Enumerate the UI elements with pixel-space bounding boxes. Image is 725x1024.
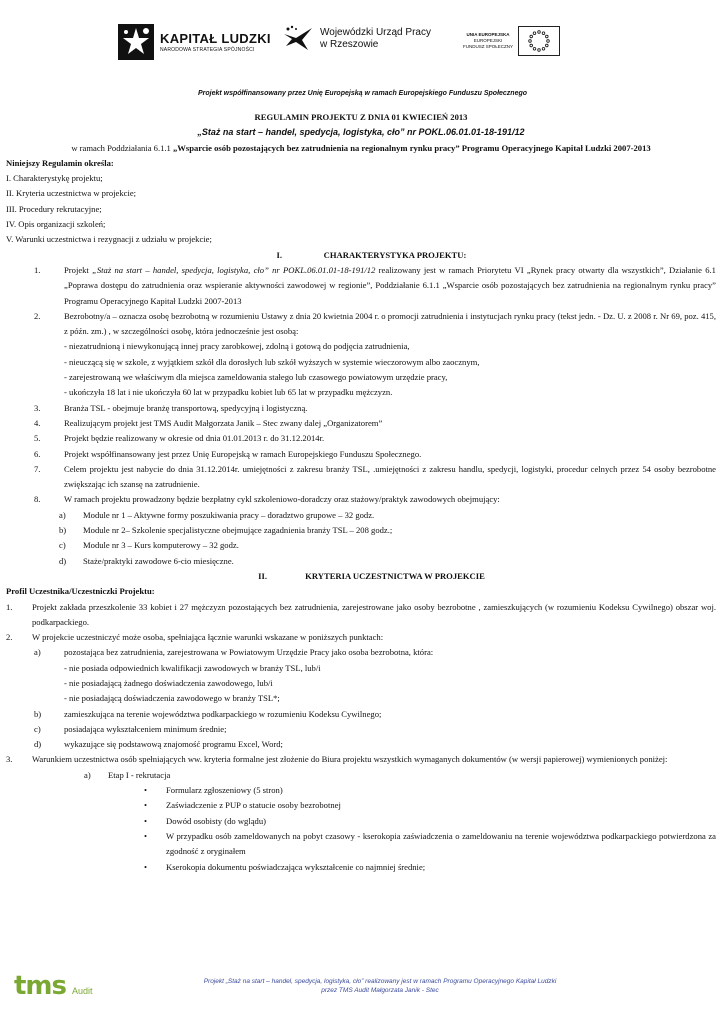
bullet-icon: • — [144, 815, 148, 826]
bullet-text: Formularz zgłoszeniowy (5 stron) — [166, 785, 283, 796]
item-text: Bezrobotny/a – oznacza osobę bezrobotną w rozumieniu Ustawy z dnia 20 kwietnia 2004 r. o promocji zatrudnienia i instytucjach rynku pracy (tekst jedn. - Dz. U. z 2008 r. Nr 69, poz. 415, z późn. zm.) , w szczególności osobę, która jednocześnie jest osobą: — [64, 310, 716, 337]
item-number: 3. — [34, 402, 41, 413]
document-intro — [6, 141, 716, 156]
footer-line1: Projekt „Staż na start – handel, spedycja, logistyka, cło” realizowany jest w ramach Programu Operacyjnego Kapitał Ludzki — [203, 978, 557, 985]
item-number: 1. — [6, 601, 13, 612]
item-number: 1. — [34, 264, 41, 275]
wup-line2: w Rzeszowie — [320, 39, 379, 50]
page-footer — [0, 968, 725, 1020]
section-title: CHARAKTERYSTYKA PROJEKTU: — [323, 249, 467, 260]
dash-item: - zarejestrowaną we właściwym dla miejsca zameldowania stałego lub czasowego powiatowym urzędzie pracy, — [64, 372, 448, 383]
toc-item: V. Warunki uczestnictwa i rezygnacji z udziału w projekcie; — [6, 234, 212, 245]
item-number: 2. — [6, 632, 13, 643]
criteria-item — [6, 707, 716, 722]
module-letter: a) — [59, 509, 66, 520]
wup-bird-icon — [282, 24, 316, 54]
bullet-item — [6, 814, 716, 829]
module-item — [6, 538, 716, 553]
project-name: „Staż na start – handel, spedycja, logistyka, cło” nr POKL.06.01.01-18-191/12 — [92, 264, 376, 275]
stage-text: Etap I - rekrutacja — [108, 769, 171, 780]
item-number: 3. — [6, 754, 13, 765]
module-text: Staże/praktyki zawodowe 6-cio miesięczne. — [83, 555, 234, 566]
item-text: Celem projektu jest nabycie do dnia 31.12.2014r. umiejętności z zakresu branży TSL, .umiejętności z zakresu handlu, spedycji, logistyki, procedur celnych przez 54 osoby bezrobotne zwiększając ich szansę na zatrudnienie. — [64, 463, 716, 490]
bullet-item — [6, 783, 716, 798]
criteria-letter: a) — [34, 647, 41, 658]
section-number: II. — [258, 570, 267, 581]
eu-line1: UNIA EUROPEJSKA — [466, 32, 510, 37]
item-text-start: Projekt — [64, 264, 93, 275]
item-number: 4. — [34, 417, 41, 428]
dash-item: - ukończyła 18 lat i nie ukończyła 60 lat w przypadku kobiet lub 65 lat w przypadku mężczyzn. — [64, 387, 393, 398]
list-item — [6, 600, 716, 631]
item-text-rest: realizowany jest w ramach Priorytetu VI „Rynek pracy otwarty dla wszystkich”, Działanie 6.1 „Poprawa dostępu do zatrudnienia oraz wspieranie aktywności zawodowej w regionie”, Poddziałanie 6.1.1 „Wsparcie osób pozostających bez zatrudnienia na regionalnym rynku pracy” Programu Operacyjnego Kapitał Ludzki 2007-2013 — [64, 264, 716, 306]
item-text: Branża TSL - obejmuje branżę transportową, spedycyjną i logistyczną. — [64, 402, 308, 413]
tms-audit-logo — [12, 970, 102, 1000]
dash-item: - nie posiadającą doświadczenia zawodowego w branży TSL*; — [64, 693, 280, 704]
stage-item — [6, 768, 716, 783]
dash-item: - niezatrudnioną i niewykonującą innej pracy zarobkowej, zdolną i gotową do podjęcia zatrudnienia, — [64, 341, 410, 352]
eu-flag-icon — [518, 26, 560, 56]
criteria-text: pozostająca bez zatrudnienia, zarejestrowana w Powiatowym Urzędzie Pracy jako osoba bezrobotna, która: — [64, 647, 434, 658]
item-number: 7. — [34, 463, 41, 474]
section-heading-2 — [6, 569, 716, 584]
item-text: W projekcie uczestniczyć może osoba, spełniająca łącznie warunki wskazane w poniższych punktach: — [32, 632, 384, 643]
module-item — [6, 508, 716, 523]
eu-line2: EUROPEJSKI — [473, 38, 503, 43]
criteria-text: posiadająca wykształceniem minimum średnie; — [64, 723, 227, 734]
item-number: 6. — [34, 448, 41, 459]
eu-logo — [462, 26, 560, 56]
list-item — [6, 462, 716, 493]
wup-line1: Wojewódzki Urząd Pracy — [320, 27, 431, 38]
criteria-text: wykazujące się podstawową znajomość programu Excel, Word; — [64, 739, 283, 750]
list-item — [6, 401, 716, 416]
stage-letter: a) — [84, 769, 91, 780]
wup-rzeszow-logo — [282, 24, 431, 54]
item-text: W ramach projektu prowadzony będzie bezpłatny cykl szkoleniowo-doradczy oraz stażowy/praktyk zawodowych obejmujący: — [64, 494, 500, 505]
list-item — [6, 630, 716, 645]
module-letter: d) — [59, 555, 67, 566]
item-text: Warunkiem uczestnictwa osób spełniających ww. kryteria formalne jest złożenie do Biura projektu wszystkich wymaganych dokumentów (w wersji papierowej) wymienionych poniżej: — [32, 754, 668, 765]
criteria-item — [6, 737, 716, 752]
regulation-body — [6, 110, 716, 875]
module-letter: b) — [59, 525, 67, 536]
dash-item: - nieuczącą się w szkole, z wyjątkiem szkół dla dorosłych lub szkół wyższych w systemie wieczorowym albo zaocznym, — [64, 356, 480, 367]
tms-logo-text: tms — [14, 971, 66, 1000]
criteria-letter: d) — [34, 739, 42, 750]
toc-item: I. Charakterystykę projektu; — [6, 173, 103, 184]
document-title: REGULAMIN PROJEKTU Z DNIA 01 KWIECIEŃ 2013 — [254, 112, 468, 122]
eu-line3: FUNDUSZ SPOŁECZNY — [462, 44, 513, 49]
footer-line2: przez TMS Audit Małgorzata Janik - Stec — [321, 986, 439, 994]
intro-text: w ramach Poddziałania 6.1.1 — [71, 142, 173, 153]
footer-text — [130, 978, 630, 995]
bullet-item — [6, 829, 716, 860]
list-item — [6, 492, 716, 507]
bullet-icon: • — [144, 861, 148, 872]
bullet-text: W przypadku osób zameldowanych na pobyt czasowy - kserokopia zaświadczenia o zameldowaniu na terenie województwa podkarpackiego potwierdzona za zgodność z oryginałem — [166, 830, 716, 857]
document-subtitle: „Staż na start – handel, spedycja, logistyka, cło” nr POKL.06.01.01-18-191/12 — [197, 127, 525, 138]
item-text — [64, 263, 716, 309]
intro-program: „Wsparcie osób pozostających bez zatrudnienia na regionalnym rynku pracy” Programu Operacyjnego Kapitał Ludzki 2007-2013 — [173, 142, 651, 153]
item-text: Realizującym projekt jest TMS Audit Małgorzata Janik – Stec zwany dalej „Organizatorem” — [64, 417, 383, 428]
kapital-ludzki-star-icon — [118, 24, 154, 60]
module-text: Module nr 3 – Kurs komputerowy – 32 godz. — [83, 540, 239, 551]
tms-logo-sub: Audit — [72, 986, 93, 996]
bullet-icon: • — [144, 830, 148, 841]
module-letter: c) — [59, 540, 66, 551]
item-number: 2. — [34, 310, 41, 321]
item-number: 5. — [34, 433, 41, 444]
list-item — [6, 263, 716, 309]
list-item — [6, 431, 716, 446]
section-number: I. — [276, 249, 282, 260]
kapital-ludzki-logo — [118, 24, 271, 60]
kapital-ludzki-subtitle: NARODOWA STRATEGIA SPÓJNOŚCI — [160, 47, 255, 53]
dash-item: - nie posiada odpowiednich kwalifikacji zawodowych w branży TSL, lub/i — [64, 662, 321, 673]
list-item — [6, 309, 716, 340]
section-title: KRYTERIA UCZESTNICTWA W PROJEKCIE — [305, 570, 485, 581]
module-text: Module nr 1 – Aktywne formy poszukiwania pracy – doradztwo grupowe – 32 godz. — [83, 509, 375, 520]
module-item — [6, 554, 716, 569]
module-item — [6, 523, 716, 538]
cofinancing-note: Projekt współfinansowany przez Unię Europejską w ramach Europejskiego Funduszu Społecznego — [197, 90, 528, 97]
kapital-ludzki-title: KAPITAŁ LUDZKI — [160, 31, 271, 46]
header-logos — [110, 20, 580, 70]
item-number: 8. — [34, 494, 41, 505]
criteria-letter: c) — [34, 723, 41, 734]
list-item — [6, 447, 716, 462]
item-text: Projekt będzie realizowany w okresie od dnia 01.01.2013 r. do 31.12.2014r. — [64, 433, 325, 444]
bullet-icon: • — [144, 800, 148, 811]
profile-heading: Profil Uczestnika/Uczestniczki Projektu: — [6, 586, 155, 597]
toc-item: II. Kryteria uczestnictwa w projekcie; — [6, 188, 137, 199]
criteria-letter: b) — [34, 708, 42, 719]
list-item — [6, 752, 716, 767]
module-text: Module nr 2– Szkolenie specjalistyczne obejmujące zagadnienia branży TSL – 208 godz.; — [83, 525, 393, 536]
bullet-text: Dowód osobisty (do wglądu) — [166, 815, 267, 826]
section-heading-1 — [6, 248, 716, 263]
item-text: Projekt współfinansowany jest przez Unię Europejską w ramach Europejskiego Funduszu Społecznego. — [64, 448, 422, 459]
toc-item: IV. Opis organizacji szkoleń; — [6, 219, 106, 230]
list-item — [6, 416, 716, 431]
bullet-item — [6, 798, 716, 813]
criteria-item — [6, 722, 716, 737]
bullet-icon: • — [144, 785, 148, 796]
dash-item: - nie posiadającą żadnego doświadczenia zawodowego, lub/i — [64, 677, 273, 688]
bullet-item — [6, 860, 716, 875]
toc-item: III. Procedury rekrutacyjne; — [6, 203, 102, 214]
bullet-text: Zaświadczenie z PUP o statucie osoby bezrobotnej — [166, 800, 341, 811]
criteria-item — [6, 645, 716, 660]
bullet-text: Kserokopia dokumentu poświadczająca wykształcenie co najmniej średnie; — [166, 861, 426, 872]
criteria-text: zamieszkująca na terenie województwa podkarpackiego w rozumieniu Kodeksu Cywilnego; — [64, 708, 382, 719]
defines-heading: Niniejszy Regulamin określa: — [6, 157, 114, 168]
item-text: Projekt zakłada przeszkolenie 33 kobiet i 27 mężczyzn pozostających bez zatrudnienia, zarejestrowane jako osoby bezrobotne , zamieszkujących (w rozumieniu Kodeksu Cywilnego) obszar woj. podkarpackiego. — [32, 601, 716, 627]
